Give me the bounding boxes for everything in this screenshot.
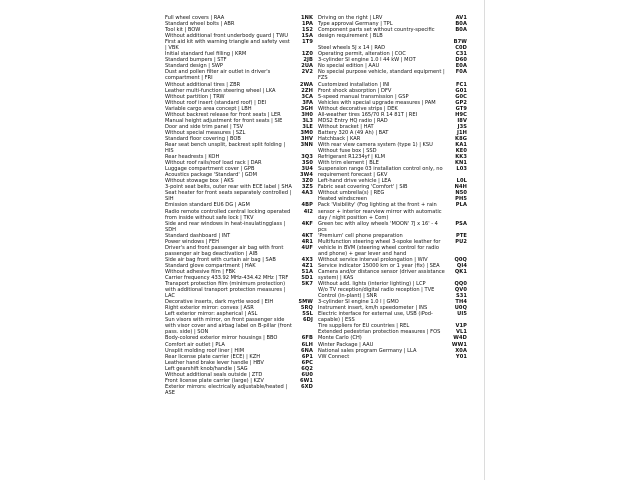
equipment-description: Operating permit, alteration | COC bbox=[318, 51, 406, 58]
equipment-description: Without decorative strips | DEK bbox=[318, 105, 398, 112]
equipment-code: 3Z5 bbox=[301, 184, 313, 191]
equipment-description: Service indicator 15000 km or 1 year (fix) | SEA bbox=[318, 262, 440, 269]
equipment-description: VW Connect bbox=[318, 353, 350, 360]
equipment-code: 4KT bbox=[301, 232, 313, 239]
equipment-description: Standard dashboard | INT bbox=[165, 232, 231, 239]
equipment-code: 6PC bbox=[301, 359, 313, 366]
equipment-description: Left-hand drive vehicle | LEA bbox=[318, 178, 391, 185]
equipment-description: Driving on the right | LRV bbox=[318, 15, 383, 21]
equipment-description: Carrier frequency 433.92 MHz-434.42 MHz | TRF bbox=[165, 275, 289, 282]
equipment-description: Heated windscreen bbox=[318, 196, 368, 203]
equipment-code: W4D bbox=[453, 335, 467, 342]
equipment-description: Transport protection film (minimum protection) with additional transport protection measures | LAC bbox=[165, 281, 286, 300]
equipment-row bbox=[165, 317, 313, 335]
equipment-code: QQ0 bbox=[454, 281, 467, 288]
equipment-row bbox=[318, 269, 467, 281]
equipment-description: Green tec with alloy wheels 'MOON' 7J x 16' - 4 pcs bbox=[318, 220, 438, 233]
equipment-code: PSA bbox=[455, 220, 467, 227]
equipment-code: 6P1 bbox=[301, 353, 313, 360]
equipment-code: J1H bbox=[456, 129, 467, 136]
equipment-code: C0D bbox=[455, 45, 467, 52]
equipment-description: 3-point seat belts, outer rear with ECE label | SHA bbox=[165, 184, 292, 191]
equipment-description: Luggage compartment cover | GPB bbox=[165, 166, 255, 173]
equipment-code: 1SA bbox=[301, 33, 313, 40]
equipment-row bbox=[318, 311, 467, 323]
equipment-description: Initial standard fuel filling | KRM bbox=[165, 51, 247, 58]
equipment-description: Without adhesive film | FBK bbox=[165, 268, 236, 275]
equipment-description: Manual height adjustment for front seats | SIE bbox=[165, 117, 283, 124]
equipment-description: Leather multi-function steering wheel | LKA bbox=[165, 87, 276, 94]
equipment-description: Acoustics package 'Standard' | GDM bbox=[165, 172, 257, 179]
equipment-code: Y01 bbox=[455, 353, 467, 360]
equipment-code: 3U4 bbox=[301, 166, 313, 173]
equipment-description: Winter Package | AAU bbox=[318, 341, 374, 348]
equipment-row bbox=[165, 39, 313, 51]
equipment-code: FC1 bbox=[455, 81, 467, 88]
equipment-code: 1T9 bbox=[302, 39, 313, 46]
equipment-description: Without roof insert (standard roof) | DEI bbox=[165, 99, 267, 106]
margin-divider bbox=[484, 0, 485, 480]
equipment-description: Customized installation | INI bbox=[318, 81, 390, 88]
equipment-row bbox=[318, 166, 467, 178]
equipment-description: Rear headrests | KOH bbox=[165, 154, 220, 161]
equipment-description: Battery 320 A (49 Ah) | BAT bbox=[318, 129, 389, 136]
equipment-code: 3L3 bbox=[302, 117, 313, 124]
equipment-description: Full wheel covers | RAA bbox=[165, 15, 225, 21]
equipment-code: 2WA bbox=[299, 81, 313, 88]
equipment-code: 3CA bbox=[301, 93, 313, 100]
equipment-row bbox=[165, 221, 313, 233]
equipment-code: 3H0 bbox=[301, 111, 313, 118]
equipment-description: Control (in-plant) | SNR bbox=[318, 293, 378, 300]
equipment-code: 2V2 bbox=[301, 69, 313, 76]
equipment-code: 4Z1 bbox=[301, 262, 313, 269]
equipment-description: Emission standard EU6 DG | AGM bbox=[165, 202, 250, 209]
equipment-description: Without service interval prolongation | WIV bbox=[318, 256, 428, 263]
equipment-code: 1PA bbox=[301, 21, 313, 28]
equipment-description: Without additional front underbody guard | TWU bbox=[165, 33, 288, 40]
equipment-code: G01 bbox=[455, 87, 467, 94]
equipment-code: 3HV bbox=[300, 135, 313, 142]
equipment-description: Camera and/or distance sensor (driver assistance system) | KAS bbox=[318, 268, 445, 282]
equipment-description: Tool kit | BOW bbox=[165, 27, 201, 34]
equipment-code: 4I2 bbox=[303, 208, 313, 215]
equipment-code: F0A bbox=[455, 69, 467, 76]
equipment-code: H9C bbox=[455, 111, 467, 118]
equipment-description: Instrument insert, km/h speedometer | INS bbox=[318, 305, 428, 312]
equipment-code: 6FB bbox=[301, 335, 313, 342]
equipment-description: Without additional seals outside | ZTD bbox=[165, 371, 263, 378]
equipment-code: 3W4 bbox=[299, 172, 313, 179]
equipment-description: Side air bag front with curtain air bag | SAB bbox=[165, 256, 276, 263]
equipment-description: Fabric seat covering 'Comfort' | SIB bbox=[318, 184, 408, 191]
equipment-code: X0A bbox=[455, 347, 467, 354]
equipment-code: K8G bbox=[455, 135, 467, 142]
equipment-description: Standard bumpers | STF bbox=[165, 57, 227, 64]
equipment-description: No special purpose vehicle, standard equipment | FZS bbox=[318, 69, 445, 82]
equipment-code: C31 bbox=[455, 51, 467, 58]
equipment-row bbox=[318, 221, 467, 233]
equipment-description: Without partition | TRW bbox=[165, 93, 225, 100]
equipment-description: 5-speed manual transmission | GSP bbox=[318, 93, 409, 100]
equipment-description: Without add. lights (interior lighting) | LCP bbox=[318, 281, 426, 288]
equipment-row bbox=[318, 354, 467, 360]
equipment-code: N4H bbox=[454, 184, 467, 191]
equipment-description: Comfort air outlet | PLA bbox=[165, 341, 225, 348]
equipment-description: Left exterior mirror: aspherical | ASL bbox=[165, 311, 258, 318]
equipment-code: 6NA bbox=[300, 347, 313, 354]
equipment-code: 6U0 bbox=[301, 371, 313, 378]
equipment-description: Door and side trim panel | TSV bbox=[165, 123, 244, 130]
equipment-description: Without bracket | HAT bbox=[318, 123, 374, 130]
equipment-code: B7W bbox=[453, 39, 467, 46]
equipment-code: 6DJ bbox=[303, 317, 313, 324]
equipment-code: U0Q bbox=[454, 305, 467, 312]
equipment-code: 6Q2 bbox=[301, 365, 313, 372]
equipment-description: National sales program Germany | LLA bbox=[318, 347, 417, 354]
equipment-description: No special edition | AAU bbox=[318, 63, 380, 70]
equipment-code: L0L bbox=[456, 178, 467, 185]
equipment-description: Seat heater for front seats separately controlled | SIH bbox=[165, 190, 292, 203]
right-equipment-column bbox=[318, 15, 467, 360]
equipment-code: 1NK bbox=[300, 15, 313, 21]
equipment-description: Without fuse box | SSD bbox=[318, 148, 377, 155]
equipment-code: KN1 bbox=[454, 160, 467, 167]
equipment-code: 3LE bbox=[302, 123, 313, 130]
equipment-description: Without roof rails/roof load rack | DAR bbox=[165, 160, 262, 167]
equipment-code: B0A bbox=[455, 21, 467, 28]
equipment-code: QK1 bbox=[454, 268, 467, 275]
equipment-code: V1P bbox=[455, 323, 467, 330]
equipment-description: 3-cylinder SI engine 1.0 l 44 kW | MOT bbox=[318, 57, 416, 64]
equipment-row bbox=[165, 384, 313, 396]
equipment-description: First aid kit with warning triangle and safety vest | VBK bbox=[165, 39, 290, 52]
equipment-code: 6LH bbox=[301, 341, 313, 348]
equipment-code: KK3 bbox=[455, 154, 467, 161]
equipment-description: Standard design | SWP bbox=[165, 63, 223, 70]
equipment-description: Variable cargo area concept | LBH bbox=[165, 105, 252, 112]
equipment-description: Vehicles with special upgrade measures | PAM bbox=[318, 99, 436, 106]
equipment-description: Electric interface for external use, USB (iPod-capable) | ESS bbox=[318, 311, 433, 324]
equipment-description: MDS2 Entry HQ radio | RAD bbox=[318, 117, 388, 124]
equipment-code: 1S2 bbox=[301, 27, 313, 34]
equipment-row bbox=[165, 190, 313, 202]
equipment-description: Component parts set without country-specific design requirement | BLB bbox=[318, 27, 435, 40]
equipment-code: 4UF bbox=[301, 244, 313, 251]
equipment-description: Suspension range 03 installation control only, no requirement forecast | GKV bbox=[318, 166, 443, 179]
equipment-code: PTE bbox=[456, 232, 467, 239]
equipment-code: PH5 bbox=[455, 196, 467, 203]
equipment-description: W/o TV reception/digital radio reception | TVE bbox=[318, 287, 435, 294]
equipment-row bbox=[318, 69, 467, 81]
equipment-description: Front shock absorption | DFV bbox=[318, 87, 392, 94]
equipment-code: B0A bbox=[455, 27, 467, 34]
equipment-code: KE0 bbox=[455, 148, 467, 155]
equipment-description: Without additional tires | ZBR bbox=[165, 81, 241, 88]
equipment-code: 3NN bbox=[300, 141, 313, 148]
equipment-code: 3M0 bbox=[300, 129, 313, 136]
equipment-row bbox=[318, 27, 467, 39]
equipment-description: Without umbrella(s) | REG bbox=[318, 190, 385, 197]
equipment-code: J3S bbox=[457, 123, 467, 130]
equipment-description: Power windows | FEH bbox=[165, 238, 219, 245]
equipment-description: Refrigerant R1234yf | KLM bbox=[318, 154, 386, 161]
equipment-code: QI4 bbox=[456, 262, 467, 269]
equipment-description: Unsplit molding roof liner | HIM bbox=[165, 347, 245, 354]
equipment-code: 2JB bbox=[303, 57, 313, 64]
equipment-code: 5SL bbox=[302, 311, 313, 318]
equipment-code: 4BP bbox=[301, 202, 313, 209]
equipment-code: Q0Q bbox=[454, 256, 467, 263]
equipment-code: AV1 bbox=[455, 15, 467, 21]
equipment-description: Monte Carlo (CH) bbox=[318, 335, 362, 342]
equipment-code: WW1 bbox=[451, 341, 467, 348]
equipment-code: 2ZH bbox=[301, 87, 313, 94]
equipment-code: 4R1 bbox=[301, 238, 313, 245]
equipment-code: 3S0 bbox=[301, 160, 313, 167]
equipment-code: 6W1 bbox=[299, 377, 313, 384]
equipment-description: Radio remote controlled central locking operated from inside without safe lock | TKV bbox=[165, 208, 291, 221]
equipment-code: 4A3 bbox=[301, 190, 313, 197]
equipment-description: Side and rear windows in heat-insulatingglass | SDH bbox=[165, 220, 286, 233]
equipment-row bbox=[318, 202, 467, 220]
equipment-description: Exterior mirrors: electrically adjustable/heated | ASE bbox=[165, 383, 288, 396]
equipment-description: Extended pedestrian protection measures | FOS bbox=[318, 329, 441, 336]
equipment-code: UI5 bbox=[457, 311, 467, 318]
equipment-code: 4X3 bbox=[301, 256, 313, 263]
equipment-code: PU2 bbox=[455, 238, 467, 245]
equipment-description: Rear seat bench unsplit, backrest split folding | HIS bbox=[165, 141, 286, 155]
equipment-code: QV0 bbox=[454, 287, 467, 294]
equipment-code: 1Z0 bbox=[301, 51, 313, 58]
equipment-row bbox=[318, 239, 467, 257]
equipment-code: 6XD bbox=[301, 383, 313, 390]
equipment-description: 'Premium' cell phone preparation bbox=[318, 232, 403, 239]
equipment-code: 5MW bbox=[298, 299, 313, 306]
equipment-description: Without backrest release for front seats | LER bbox=[165, 111, 281, 118]
left-equipment-column bbox=[165, 15, 313, 396]
equipment-description: Without stowage box | AKS bbox=[165, 178, 234, 185]
equipment-code: D60 bbox=[455, 57, 467, 64]
equipment-description: 3-cylinder SI engine 1.0 l | GMO bbox=[318, 299, 399, 306]
equipment-code: PLA bbox=[455, 202, 467, 209]
equipment-row bbox=[165, 281, 313, 299]
equipment-code: 5K7 bbox=[301, 281, 313, 288]
equipment-description: Body-colored exterior mirror housings | BBO bbox=[165, 335, 278, 342]
equipment-description: Leather hand brake lever handle | HBV bbox=[165, 359, 264, 366]
equipment-description: Standard wheel bolts | ABR bbox=[165, 21, 235, 28]
equipment-description: Front license plate carrier (large) | KZV bbox=[165, 377, 264, 384]
equipment-description: Standard floor covering | BOB bbox=[165, 135, 241, 142]
equipment-description: All-weather tires 165/70 R 14 81T | REI bbox=[318, 111, 418, 118]
equipment-description: Right exterior mirror: convex | ASR bbox=[165, 305, 254, 312]
equipment-code: I8V bbox=[457, 117, 467, 124]
equipment-description: Standard glove compartment | HAK bbox=[165, 262, 256, 269]
equipment-description: Dust and pollen filter air outlet in driver's compartment | FRI bbox=[165, 69, 271, 82]
equipment-code: KA1 bbox=[455, 141, 467, 148]
equipment-code: 2UA bbox=[301, 63, 313, 70]
equipment-description: Driver's and front passenger air bag with front passenger air bag deactivation | AIB bbox=[165, 244, 284, 257]
equipment-code: 3Z0 bbox=[301, 178, 313, 185]
equipment-code: 5D1 bbox=[301, 275, 313, 282]
equipment-code: E0A bbox=[455, 63, 467, 70]
equipment-description: Type approval Germany | TPL bbox=[318, 21, 393, 28]
equipment-code: S31 bbox=[455, 293, 467, 300]
equipment-description: Rear license plate carrier (ECE) | KZH bbox=[165, 353, 261, 360]
equipment-description: With trim element | BLE bbox=[318, 160, 379, 167]
equipment-code: 5RQ bbox=[300, 305, 313, 312]
equipment-code: VL1 bbox=[455, 329, 467, 336]
equipment-code: 3GH bbox=[300, 105, 313, 112]
equipment-description: Pack 'Visibility' (Fog lighting at the front + rain sensor + interior rearview mirror with automatic day / night position + Com) bbox=[318, 202, 442, 221]
equipment-description: Left gearshift knob/handle | SAG bbox=[165, 365, 248, 372]
equipment-description: With rear view camera system (type 1) | KSU bbox=[318, 141, 433, 148]
equipment-description: Without special measures | SZL bbox=[165, 129, 246, 136]
equipment-code: N50 bbox=[455, 190, 467, 197]
equipment-description: Hatchback | KAR bbox=[318, 135, 361, 142]
equipment-code: TH4 bbox=[455, 299, 467, 306]
equipment-description: Decorative inserts, dark myrtle wood | EIH bbox=[165, 299, 274, 306]
equipment-code: G0C bbox=[455, 93, 467, 100]
equipment-row bbox=[165, 209, 313, 221]
equipment-code: L03 bbox=[456, 166, 467, 173]
equipment-code: 3FA bbox=[302, 99, 313, 106]
equipment-description: Tire suppliers for EU countries | REL bbox=[318, 323, 410, 330]
equipment-description: Steel wheels 5J x 14 | RAD bbox=[318, 45, 386, 52]
equipment-description: Sun visors with mirror, on front passenger side with visor cover and airbag label on B-pillar (front pass. side) | SON bbox=[165, 317, 292, 336]
equipment-description: Multifunction steering wheel 3-spoke leather for vehicle in BVM (steering wheel control for radio and phone) + gear lever and hand bbox=[318, 238, 441, 257]
equipment-code: 4KF bbox=[301, 220, 313, 227]
equipment-row bbox=[165, 69, 313, 81]
equipment-row bbox=[165, 142, 313, 154]
equipment-code: GP2 bbox=[455, 99, 467, 106]
equipment-code: 51A bbox=[301, 268, 313, 275]
equipment-row bbox=[165, 245, 313, 257]
equipment-code: GT9 bbox=[455, 105, 467, 112]
equipment-code: 3Q3 bbox=[301, 154, 313, 161]
